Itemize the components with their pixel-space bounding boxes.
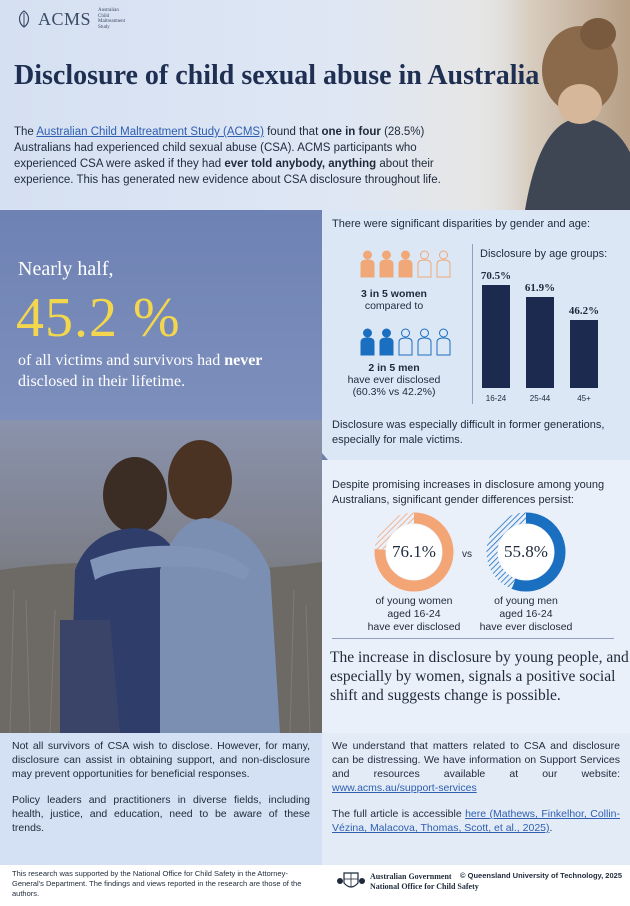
men-donut-value: 55.8% <box>504 542 548 561</box>
increase-statement: The increase in disclosure by young people, and especially by women, signals a positive social shift and suggests change is possible. <box>330 649 629 704</box>
footer <box>0 865 630 906</box>
embracing-people-image <box>0 420 322 733</box>
chart-title: Disclosure by age groups: <box>480 248 608 260</box>
bar-category-label: 45+ <box>577 394 591 403</box>
men-ratio-text: 2 in 5 men have ever disclosed (60.3% vs 42.2%) <box>347 362 441 398</box>
woman-icon <box>434 250 453 278</box>
bar-value-label: 61.9% <box>524 282 556 295</box>
header <box>0 0 630 210</box>
bar-16-24 <box>482 285 510 388</box>
gender-age-section <box>322 210 630 460</box>
gov-line-1: Australian Government <box>370 872 452 881</box>
woman-icon <box>396 250 415 278</box>
women-donut <box>374 512 454 592</box>
women-ratio-text: 3 in 5 women compared to <box>361 288 427 312</box>
women-donut-caption: of young women aged 16-24 have ever disclosed <box>367 595 461 633</box>
former-generations-text: Disclosure was especially difficult in former generations, especially for male victims. <box>332 419 605 446</box>
man-icon <box>396 328 415 356</box>
article-paragraph: The full article is accessible here (Mathews, Finkelhor, Collin-Vézina, Malacova, Thomas, Scott, et al., 2025). <box>332 808 620 834</box>
distress-paragraph: We understand that matters related to CSA and disclosure can be distressing. We have information on Support Services and resources available at our website: www.acms.au/support-services <box>332 740 620 794</box>
logo-subtitle: Australian Child Maltreatment Study <box>98 8 125 30</box>
leaf-icon <box>14 9 34 29</box>
woman-icon <box>358 250 377 278</box>
vertical-divider <box>472 244 473 404</box>
gov-line-2: National Office for Child Safety <box>370 882 479 891</box>
men-donut-caption: of young men aged 16-24 have ever disclosed <box>479 595 573 633</box>
bar-value-label: 70.5% <box>480 269 512 282</box>
bottom-right-panel <box>322 733 630 865</box>
horizontal-divider <box>332 638 614 639</box>
despite-text: Despite promising increases in disclosure among young Australians, significant gender differences persist: <box>332 479 605 506</box>
woman-photo-image <box>470 0 630 210</box>
never-disclosed-text: of all victims and survivors had never disclosed in their lifetime. <box>18 352 263 390</box>
bar-value-label: 46.2% <box>568 305 600 318</box>
men-donut <box>486 512 566 592</box>
women-icon-row <box>358 250 453 278</box>
woman-icon <box>377 250 396 278</box>
coat-of-arms-icon <box>336 869 366 895</box>
left-panel <box>0 210 322 733</box>
men-icon-row <box>358 328 453 356</box>
bar-25-44 <box>526 297 554 388</box>
page-title: Disclosure of child sexual abuse in Australia <box>14 60 540 91</box>
support-paragraph: Not all survivors of CSA wish to disclose. However, for many, disclosure can assist in obtaining support, and non-disclosure may prevent opportunities for beneficial responses. <box>12 740 310 780</box>
acms-link[interactable]: Australian Child Maltreatment Study (ACMS) <box>36 126 264 138</box>
man-icon <box>415 328 434 356</box>
young-people-section <box>322 460 630 733</box>
bar-category-label: 16-24 <box>485 394 507 403</box>
nearly-half-text: Nearly half, <box>18 258 114 280</box>
government-logo <box>336 869 479 895</box>
intro-paragraph: The Australian Child Maltreatment Study (ACMS) found that one in four (28.5%) Australians had experienced child sexual abuse (CSA). ACMS participants who experienced CSA were asked if they had ever told anybody, anything about their experience. This has generated new evidence about CSA disclosure throughout life. <box>14 126 441 186</box>
bar-category-label: 25-44 <box>529 394 551 403</box>
logo-text: ACMS <box>38 8 92 29</box>
vs-text: vs <box>462 549 472 560</box>
man-icon <box>377 328 396 356</box>
funding-note: This research was supported by the National Office for Child Safety in the Attorney-General's Department. The findings and views reported in the research are those of the authors. <box>12 869 302 898</box>
woman-icon <box>415 250 434 278</box>
acms-logo[interactable] <box>14 8 125 30</box>
bottom-left-panel <box>0 733 322 865</box>
bar-45+ <box>570 320 598 388</box>
support-services-link[interactable]: www.acms.au/support-services <box>332 782 477 794</box>
man-icon <box>358 328 377 356</box>
women-donut-value: 76.1% <box>392 542 436 561</box>
copyright-text: © Queensland University of Technology, 2025 <box>460 871 622 880</box>
full-article-link[interactable]: here (Mathews, Finkelhor, Collin-Vézina, Malacova, Thomas, Scott, et al., 2025) <box>332 808 620 834</box>
gender-heading: There were significant disparities by gender and age: <box>332 218 591 230</box>
man-icon <box>434 328 453 356</box>
policy-paragraph: Policy leaders and practitioners in diverse fields, including health, justice, and education, need to be aware of these trends. <box>12 794 310 834</box>
never-disclosed-percentage: 45.2 % <box>16 287 181 349</box>
